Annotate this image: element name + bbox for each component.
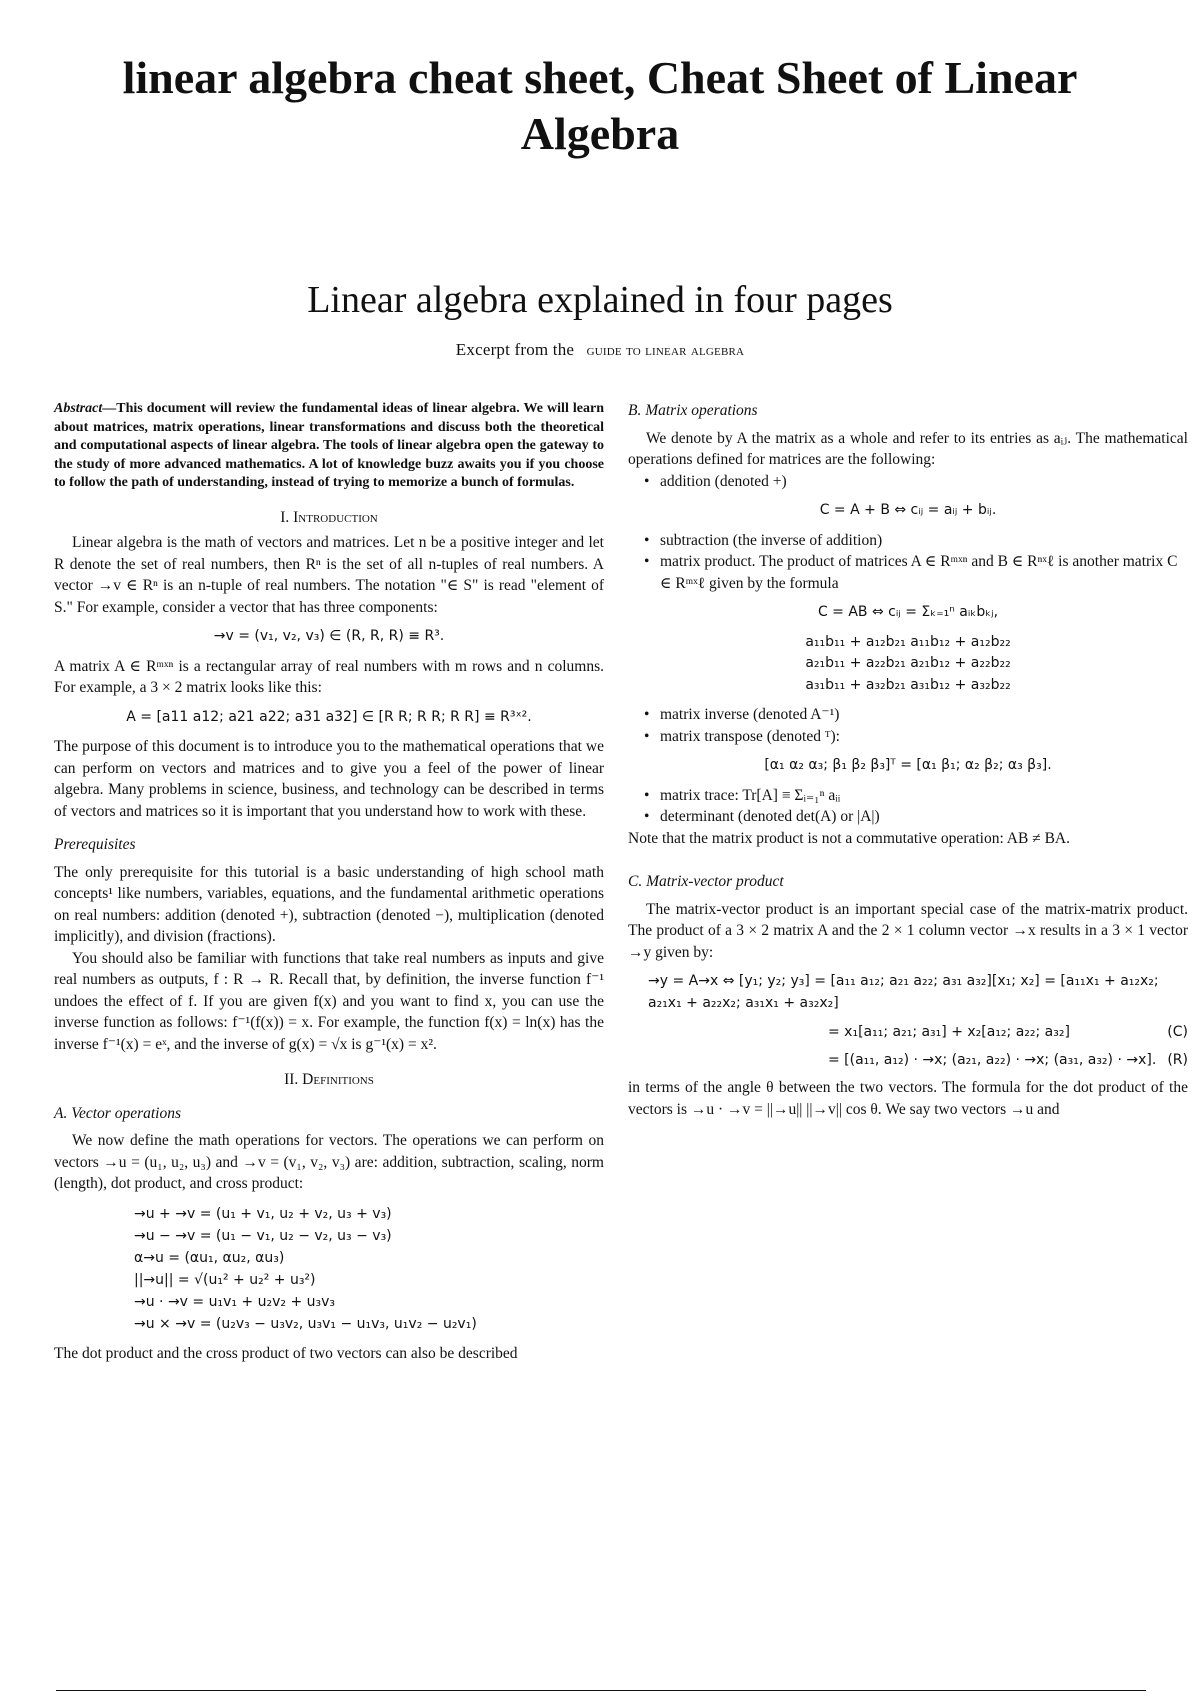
paper-subtitle <box>60 340 1140 360</box>
dot-tail-paragraph: The dot product and the cross product of two vectors can also be described <box>54 1344 518 1362</box>
vector-equation: →v = (v₁, v₂, v₃) ∈ (R, R, R) ≡ R³. <box>213 628 445 644</box>
mv-equation-2-tag: (C) <box>1167 1024 1188 1040</box>
matrix-ops-list-2 <box>644 530 1188 595</box>
product-expansion <box>628 632 1188 697</box>
prerequisites-heading: Prerequisites <box>54 836 136 853</box>
bullet-transpose: • matrix transpose (denoted ᵀ): <box>644 726 1188 748</box>
matrix-ops-list-1 <box>644 471 1188 493</box>
bullet-addition: • addition (denoted +) <box>644 471 1188 493</box>
bottom-rule <box>56 1690 1146 1691</box>
bullet-inverse: • matrix inverse (denoted A⁻¹) <box>644 704 1188 726</box>
matrix-operations-paragraph: We denote by A the matrix as a whole and refer to its entries as aᵢⱼ. The mathematical operations defined for matrices are the following: <box>628 429 1188 468</box>
vec-eq-sub: →u − →v = (u₁ − v₁, u₂ − v₂, u₃ − v₃) <box>134 1227 392 1244</box>
mv-equation-1: →y = A→x ⇔ [y₁; y₂; y₃] = [a₁₁ a₁₂; a₂₁ a₂₂; a₃₁ a₃₂][x₁; x₂] = [a₁₁x₁ + a₁₂x₂; a₂₁x₁ + a₂₂x₂; a₃₁x₁ + a₃₂x₂] <box>648 973 1159 1011</box>
mv-equation-3-row <box>628 1050 1188 1072</box>
intro-paragraph-1: Linear algebra is the math of vectors and matrices. Let n be a positive integer and let R denote the set of real numbers, then Rⁿ is the set of all n-tuples of real numbers. A vector →v ∈ Rⁿ is an n-tuple of real numbers. The notation "∈ S" is read "element of S." For example, consider a vector that has three components: <box>54 534 604 616</box>
abstract <box>54 400 604 493</box>
bullet-determinant: • determinant (denoted det(A) or |A|) <box>644 806 1188 828</box>
abstract-label: Abstract— <box>54 401 117 416</box>
left-column <box>54 400 604 1364</box>
page-title: linear algebra cheat sheet, Cheat Sheet of Linear Algebra <box>122 52 1078 159</box>
subtitle-prefix: Excerpt from the <box>455 340 575 359</box>
vector-equations <box>134 1203 604 1335</box>
product-row-2: a₂₁b₁₁ + a₂₂b₂₁ a₂₁b₁₂ + a₂₂b₂₂ <box>805 655 1011 671</box>
mv-equation-2: = x₁[a₁₁; a₂₁; a₃₁] + x₂[a₁₂; a₂₂; a₃₂] <box>828 1024 1070 1040</box>
prereq-paragraph-1: The only prerequisite for this tutorial is a basic understanding of high school math concepts¹ like numbers, variables, equations, and the fundamental arithmetic operations on real numbers: addition (denoted +), subtraction (denoted −), multiplication (denoted implicitly), and division (fractions). <box>54 863 604 945</box>
transpose-equation: [α₁ α₂ α₃; β₁ β₂ β₃]ᵀ = [α₁ β₁; α₂ β₂; α₃ β₃]. <box>764 757 1052 773</box>
vector-operations-heading: A. Vector operations <box>54 1104 181 1122</box>
mv-equation-3-tag: (R) <box>1167 1051 1188 1068</box>
commutative-note: Note that the matrix product is not a commutative operation: AB ≠ BA. <box>628 829 1070 847</box>
product-equation: C = AB ⇔ cᵢⱼ = Σₖ₌₁ⁿ aᵢₖbₖⱼ, <box>817 604 999 620</box>
matrix-ops-list-3 <box>644 704 1188 747</box>
mv-equation-2-row <box>628 1022 1188 1044</box>
section-definitions: II. Definitions <box>284 1071 374 1088</box>
bullet-product: • matrix product. The product of matrices A ∈ Rᵐˣⁿ and B ∈ Rⁿˣℓ is another matrix C ∈ Rᵐˣℓ given by the formula <box>644 551 1188 594</box>
bullet-trace: • matrix trace: Tr[A] ≡ Σᵢ₌₁ⁿ aᵢᵢ <box>644 785 1188 807</box>
paper-title: Linear algebra explained in four pages <box>307 279 893 321</box>
prereq-paragraph-2: You should also be familiar with functions that take real numbers as inputs and give real numbers as outputs, f : R → R. Recall that, by definition, the inverse function f⁻¹ undoes the effect of f. If you are given f(x) and you want to find x, you can use the inverse function as follows: f⁻¹(f(x)) = x. For example, the function f(x) = ln(x) has the inverse f⁻¹(x) = eˣ, and the inverse of g(x) = √x is g⁻¹(x) = x². <box>54 949 604 1053</box>
abstract-text: This document will review the fundamental ideas of linear algebra. We will learn about matrices, matrix operations, linear transformations and discuss both the theoretical and computational aspects of linear algebra. The tools of linear algebra open the gateway to the study of more advanced mathematics. A lot of knowledge buzz awaits you if you choose to follow the path of understanding, instead of trying to memorize a bunch of formulas. <box>54 401 604 490</box>
bullet-subtraction: • subtraction (the inverse of addition) <box>644 530 1188 552</box>
vec-eq-dot: →u · →v = u₁v₁ + u₂v₂ + u₃v₃ <box>134 1293 336 1310</box>
vec-eq-scale: α→u = (αu₁, αu₂, αu₃) <box>134 1249 285 1266</box>
right-column <box>628 400 1188 1120</box>
product-row-1: a₁₁b₁₁ + a₁₂b₂₁ a₁₁b₁₂ + a₁₂b₂₂ <box>805 633 1011 650</box>
matrix-equation: A = [a11 a12; a21 a22; a31 a32] ∈ [R R; R R; R R] ≡ R³ˣ². <box>126 708 532 725</box>
vec-eq-cross: →u × →v = (u₂v₃ − u₃v₂, u₃v₁ − u₁v₃, u₁v₂ − u₂v₁) <box>134 1315 477 1332</box>
matrix-operations-heading: B. Matrix operations <box>628 402 758 419</box>
intro-paragraph-2: A matrix A ∈ Rᵐˣⁿ is a rectangular array of real numbers with m rows and n columns. For example, a 3 × 2 matrix looks like this: <box>54 657 604 696</box>
matrix-vector-paragraph: The matrix-vector product is an important special case of the matrix-matrix product. The product of a 3 × 2 matrix A and the 2 × 1 column vector →x results in a 3 × 1 vector →y given by: <box>628 900 1188 961</box>
matrix-vector-heading: C. Matrix-vector product <box>628 873 784 890</box>
product-row-3: a₃₁b₁₁ + a₃₂b₂₁ a₃₁b₁₂ + a₃₂b₂₂ <box>805 676 1011 693</box>
intro-paragraph-3: The purpose of this document is to introduce you to the mathematical operations that we can perform on vectors and matrices and to give you a feel of the power of linear algebra. Many problems in science, business, and technology can be described in terms of vectors and matrices so it is important that you understand how to work with these. <box>54 738 604 820</box>
subtitle-guide: guide to linear algebra <box>586 342 745 359</box>
section-introduction: I. Introduction <box>280 508 378 526</box>
mv-equation-3: = [(a₁₁, a₁₂) · →x; (a₂₁, a₂₂) · →x; (a₃₁, a₃₂) · →x]. <box>828 1051 1157 1068</box>
vec-eq-norm: ||→u|| = √(u₁² + u₂² + u₃²) <box>134 1271 316 1288</box>
matrix-ops-list-4 <box>644 785 1188 828</box>
angle-paragraph: in terms of the angle θ between the two vectors. The formula for the dot product of the vectors is →u · →v = ||→u|| ||→v|| cos θ. We say two vectors →u and <box>628 1079 1188 1118</box>
vector-operations-paragraph: We now define the math operations for vectors. The operations we can perform on vectors →u = (u₁, u₂, u₃) and →v = (v₁, v₂, v₃) are: addition, subtraction, scaling, norm (length), dot product, and cross product: <box>54 1132 604 1192</box>
addition-equation: C = A + B ⇔ cᵢⱼ = aᵢⱼ + bᵢⱼ. <box>819 502 997 518</box>
vec-eq-add: →u + →v = (u₁ + v₁, u₂ + v₂, u₃ + v₃) <box>134 1205 392 1222</box>
